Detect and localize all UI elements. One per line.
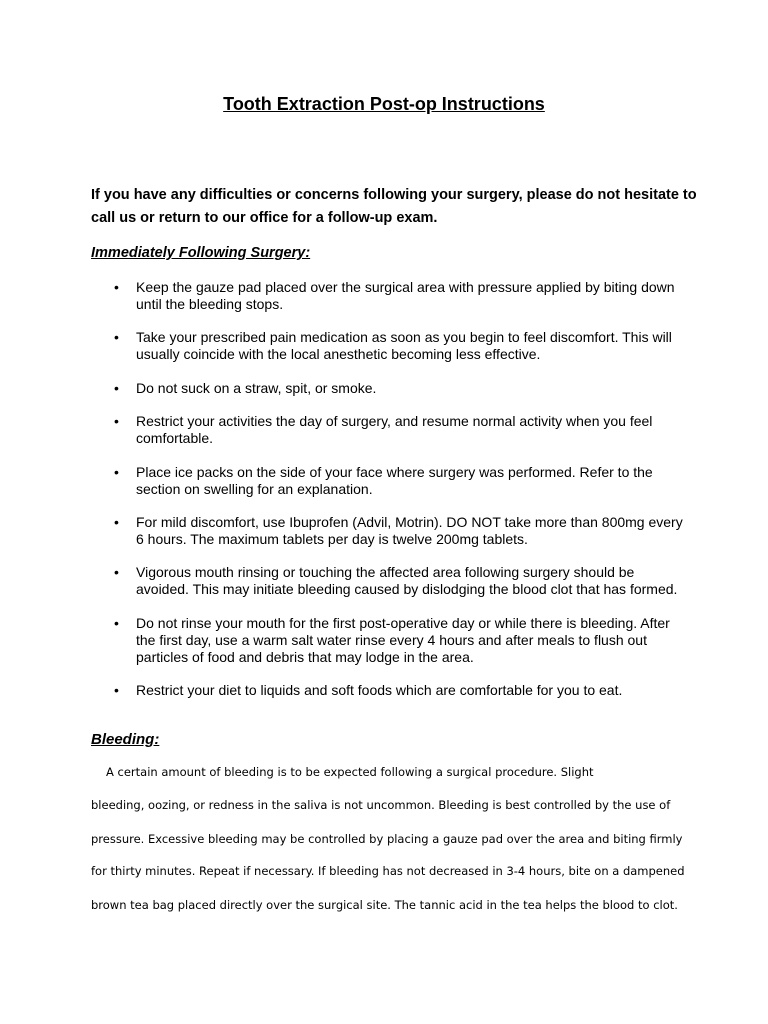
instruction-item	[0, 564, 768, 598]
bleeding-line: bleeding, oozing, or redness in the saliva is not uncommon. Bleeding is best controlled by the use of	[91, 798, 671, 812]
bullet-icon: •	[114, 564, 119, 581]
instruction-line: Do not rinse your mouth for the first post-operative day or while there is bleeding. After	[136, 614, 670, 631]
instruction-item	[0, 329, 768, 363]
intro-paragraph: If you have any difficulties or concerns following your surgery, please do not hesitate to call us or return to our office for a follow-up exam.	[91, 187, 697, 226]
bullet-icon: •	[114, 413, 119, 430]
section-heading-bleeding: Bleeding:	[91, 731, 160, 748]
bleeding-line: pressure. Excessive bleeding may be controlled by placing a gauze pad over the area and biting firmly	[91, 832, 683, 846]
section-heading-immediate: Immediately Following Surgery:	[91, 245, 311, 261]
instruction-line: Place ice packs on the side of your face where surgery was performed. Refer to the	[136, 463, 653, 480]
instruction-line: until the bleeding stops.	[136, 296, 284, 312]
instruction-line: Do not suck on a straw, spit, or smoke.	[136, 379, 377, 396]
instruction-item	[0, 413, 768, 447]
bullet-icon: •	[114, 614, 119, 631]
instruction-line: Keep the gauze pad placed over the surgical area with pressure applied by biting down	[136, 279, 675, 295]
bullet-icon: •	[114, 279, 119, 295]
bullet-icon: •	[114, 463, 119, 480]
bullet-icon: •	[114, 329, 119, 346]
bleeding-line: brown tea bag placed directly over the surgical site. The tannic acid in the tea helps the blood to clot.	[91, 898, 678, 912]
instruction-line: the first day, use a warm salt water rinse every 4 hours and after meals to flush out	[136, 631, 647, 648]
instruction-line: Restrict your activities the day of surgery, and resume normal activity when you feel	[136, 413, 653, 430]
instruction-line: Take your prescribed pain medication as soon as you begin to feel discomfort. This will	[136, 329, 672, 346]
bullet-icon: •	[114, 513, 119, 530]
bleeding-line: for thirty minutes. Repeat if necessary. If bleeding has not decreased in 3-4 hours, bite on a dampened	[91, 864, 685, 878]
instruction-item	[0, 682, 768, 699]
instruction-line: section on swelling for an explanation.	[136, 480, 373, 497]
instruction-list	[0, 279, 768, 716]
instruction-item	[0, 464, 768, 498]
instruction-item	[0, 279, 768, 313]
bleeding-line: A certain amount of bleeding is to be expected following a surgical procedure. Slight	[106, 765, 594, 779]
instruction-line: 6 hours. The maximum tablets per day is twelve 200mg tablets.	[136, 530, 528, 547]
instruction-line: usually coincide with the local anesthetic becoming less effective.	[136, 346, 541, 363]
instruction-line: particles of food and debris that may lodge in the area.	[136, 648, 474, 665]
instruction-line: Vigorous mouth rinsing or touching the affected area following surgery should be	[136, 564, 635, 581]
instruction-item	[0, 380, 768, 397]
instruction-line: comfortable.	[136, 430, 214, 447]
instruction-item	[0, 514, 768, 548]
instruction-line: Restrict your diet to liquids and soft foods which are comfortable for you to eat.	[136, 682, 623, 699]
instruction-item	[0, 615, 768, 666]
instruction-line: For mild discomfort, use Ibuprofen (Advil, Motrin). DO NOT take more than 800mg every	[136, 513, 683, 530]
instruction-line: avoided. This may initiate bleeding caused by dislodging the blood clot that has formed.	[136, 581, 678, 598]
bullet-icon: •	[114, 682, 119, 699]
page-title: Tooth Extraction Post-op Instructions	[223, 94, 545, 114]
bullet-icon: •	[114, 379, 119, 396]
